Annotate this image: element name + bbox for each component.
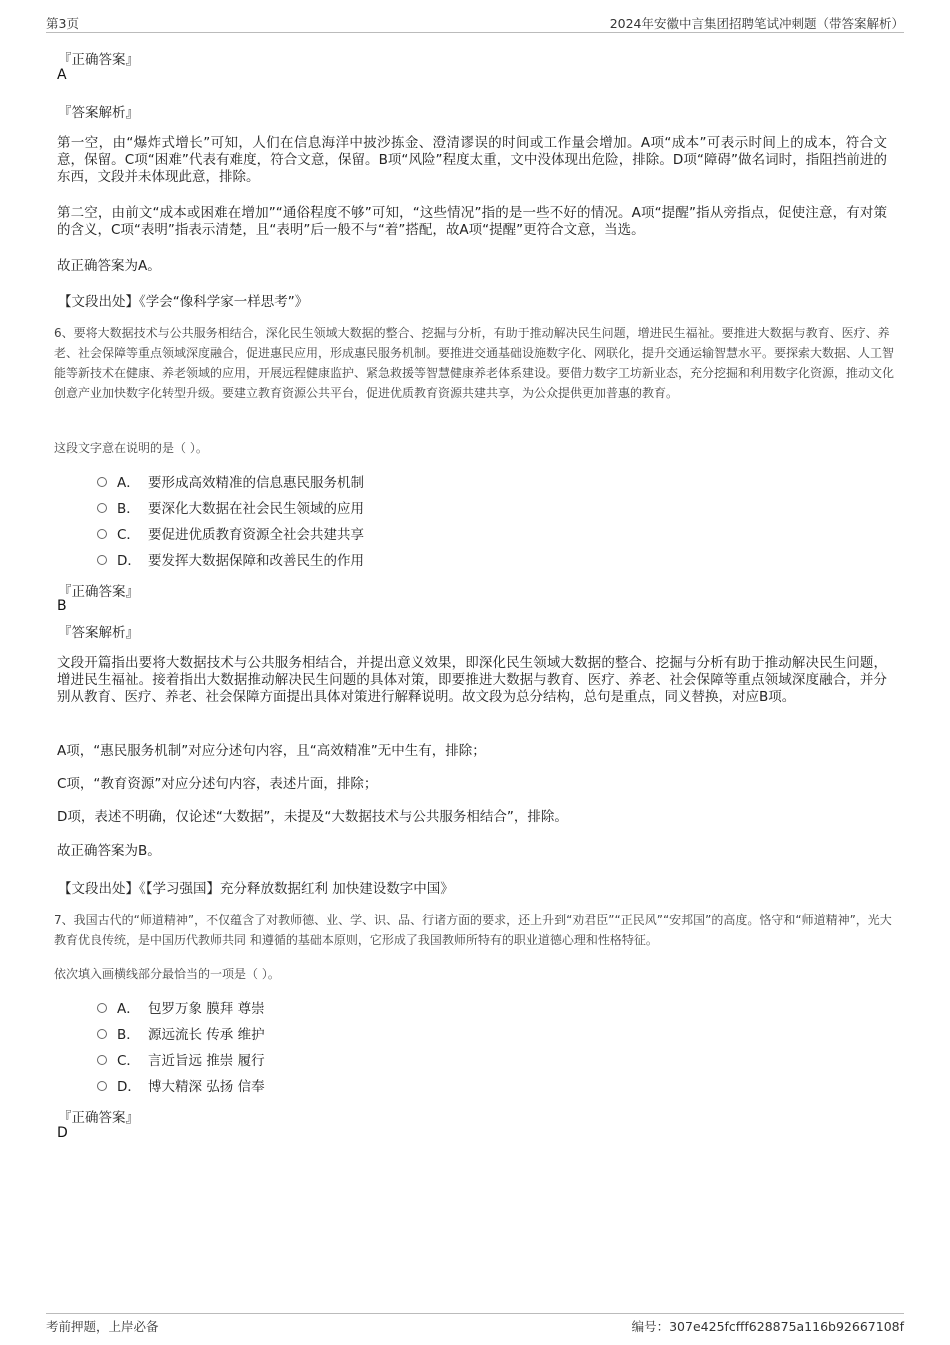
radio-icon[interactable] [97,1081,107,1091]
q6-option-c[interactable]: C． 要促进优质教育资源全社会共建共享 [97,525,364,545]
document-id: 编号：307e425fcfff628875a116b92667108f [631,1319,904,1334]
q5-analysis-para-2: 第二空，由前文“成本或困难在增加”“通俗程度不够”可知，“这些情况”指的是一些不好的情况。A项“提醒”指从旁指点，促使注意，有对策的含义，C项“表明”指表示清楚，且“表明”后一般不与“着”搭配，故A项“提醒”更符合文意，当选。 [57,205,887,238]
q6-analysis-para-1: 文段开篇指出要将大数据技术与公共服务相结合，并提出意义效果，即深化民生领域大数据的整合、挖掘与分析有助于推动解决民生问题，增进民生福祉。接着指出大数据推动解决民生问题的具体对策，即要推进大数据与教育、医疗、养老、社会保障等重点领域深度融合，并分别从教育、医疗、养老、社会保障方面提出具体对策进行解释说明。故文段为总分结构，总句是重点，同义替换，对应B项。 [57,655,887,705]
q7-option-c[interactable]: C． 言近旨远 推崇 履行 [97,1051,265,1071]
q6-prompt: 这段文字意在说明的是（ ）。 [54,441,208,455]
q7-option-d[interactable]: D． 博大精深 弘扬 信奉 [97,1077,265,1097]
q5-answer-value: A [57,67,67,83]
q6-answer-value: B [57,598,67,614]
q6-option-a[interactable]: A． 要形成高效精准的信息惠民服务机制 [97,473,364,493]
q7-question-text: 7、我国古代的“师道精神”，不仅蕴含了对教师德、业、学、识、品、行诸方面的要求，还上升到“劝君臣”“正民风”“安邦国”的高度。恪守和“师道精神”，光大教育优良传统，是中国历代教师共同 和遵循的基础本原则，它形成了我国教师所特有的职业道德心理和性格特征。 [54,913,892,947]
q6-analysis-option-a: A项，“惠民服务机制”对应分述句内容，且“高效精准”无中生有，排除； [57,743,486,759]
radio-icon[interactable] [97,1029,107,1039]
q6-answer-label: 『正确答案』 [58,584,139,600]
page-number: 第3页 [46,16,79,31]
q5-source: 【文段出处】《学会“像科学家一样思考”》 [58,294,309,310]
q7-answer-value: D [57,1125,68,1141]
page-header [46,14,904,33]
q7-option-b[interactable]: B． 源远流长 传承 维护 [97,1025,265,1045]
q6-question-text: 6、要将大数据技术与公共服务相结合，深化民生领域大数据的整合、挖掘与分析，有助于推动解决民生问题，增进民生福祉。要推进大数据与教育、医疗、养老、社会保障等重点领域深度融合，促进惠民应用，形成惠民服务机制。要推进交通基础设施数字化、网联化，提升交通运输智慧水平。要探索大数据、人工智能等新技术在健康、养老领域的应用，开展远程健康监护、紧急救援等智慧健康养老体系建设。要借力数字工坊新业态，充分挖掘和利用数字化资源，推动文化创意产业加快数字化转型升级。要建立教育资源公共平台，促进优质教育资源共建共享，为公众提供更加普惠的教育。 [54,326,895,400]
q6-analysis-label: 『答案解析』 [58,625,139,641]
q6-conclusion: 故正确答案为B。 [57,843,161,859]
radio-icon[interactable] [97,555,107,565]
q6-analysis-option-c: C项，“教育资源”对应分述句内容，表述片面，排除； [57,776,378,792]
q6-source: 【文段出处】《【学习强国】充分释放数据红利 加快建设数字中国》 [58,881,454,897]
footer-slogan: 考前押题，上岸必备 [46,1319,159,1334]
radio-icon[interactable] [97,477,107,487]
page-footer [46,1313,904,1337]
q7-prompt: 依次填入画横线部分最恰当的一项是（ ）。 [54,967,280,981]
q5-analysis-para-1: 第一空，由“爆炸式增长”可知，人们在信息海洋中披沙拣金、澄清谬误的时间或工作量会增加。A项“成本”可表示时间上的成本，符合文意，保留。C项“困难”代表有难度，符合文意，保留。B项“风险”程度太重，文中没体现出危险，排除。D项“障碍”做名词时，指阻挡前进的东西，文段并未体现此意，排除。 [57,135,887,185]
q6-option-d[interactable]: D． 要发挥大数据保障和改善民生的作用 [97,551,364,571]
radio-icon[interactable] [97,1003,107,1013]
q7-answer-label: 『正确答案』 [58,1110,139,1126]
q6-analysis-option-d: D项，表述不明确，仅论述“大数据”，未提及“大数据技术与公共服务相结合”，排除。 [57,809,568,825]
document-title: 2024年安徽中言集团招聘笔试冲刺题（带答案解析） [609,16,904,31]
q5-answer-label: 『正确答案』 [58,52,139,68]
radio-icon[interactable] [97,1055,107,1065]
q6-option-b[interactable]: B． 要深化大数据在社会民生领域的应用 [97,499,364,519]
q5-analysis-label: 『答案解析』 [58,105,139,121]
q7-option-a[interactable]: A． 包罗万象 膜拜 尊崇 [97,999,265,1019]
radio-icon[interactable] [97,503,107,513]
q5-conclusion: 故正确答案为A。 [57,258,161,274]
radio-icon[interactable] [97,529,107,539]
